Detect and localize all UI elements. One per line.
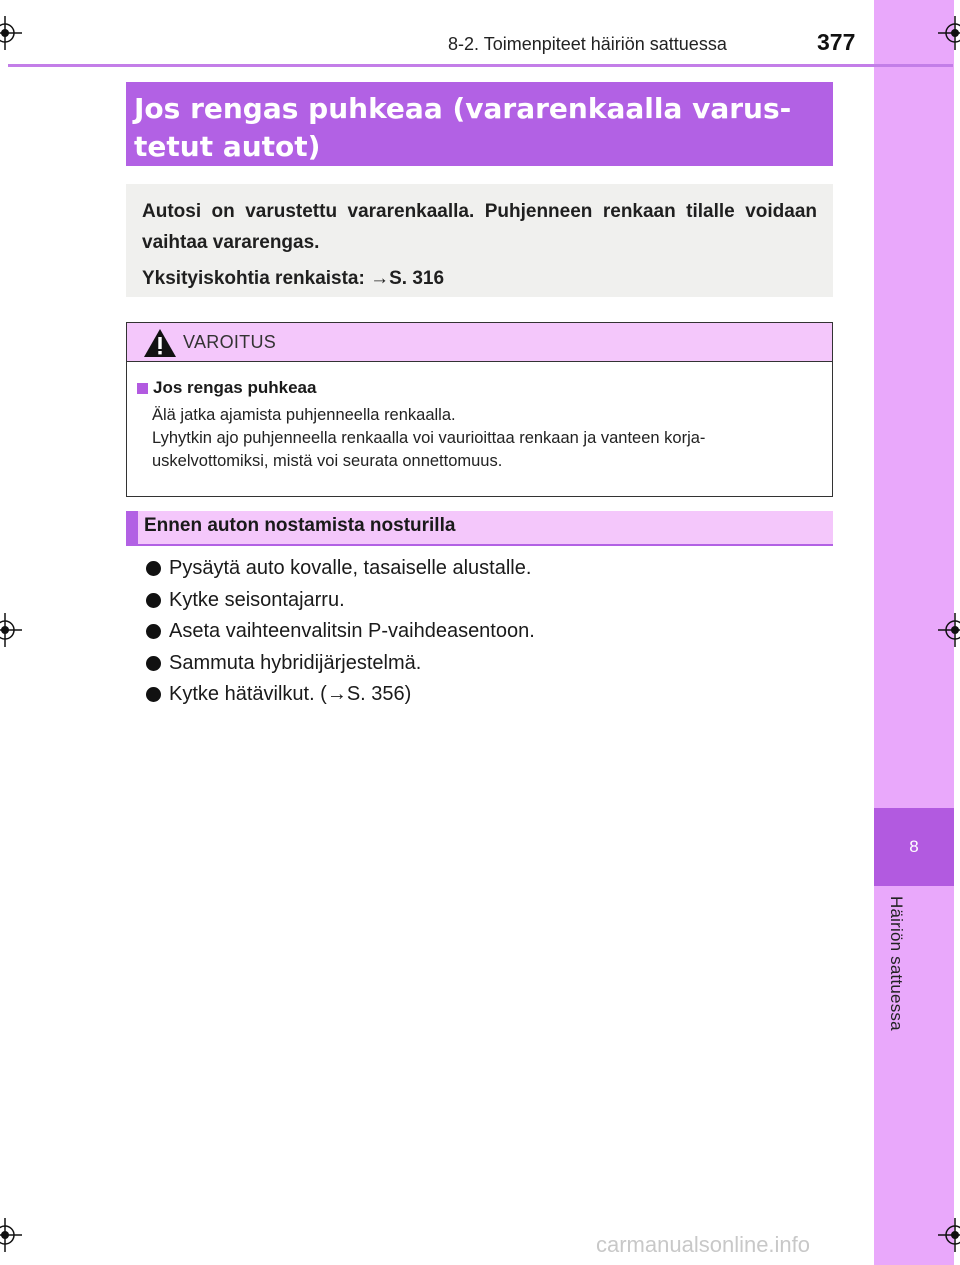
page-title (126, 82, 833, 166)
list-item: Kytke seisontajarru. (146, 588, 535, 620)
list-item: Aseta vaihteenvalitsin P-vaihdeasentoon. (146, 619, 535, 651)
warning-subtitle (137, 378, 818, 398)
page-title-line-1: Jos rengas puhkeaa (vararenkaalla varus- (134, 92, 792, 125)
page-number: 377 (817, 29, 856, 55)
warning-line-1: Älä jatka ajamista puhjenneella renkaalla. (152, 406, 456, 424)
list-item: Pysäytä auto kovalle, tasaiselle alustalle. (146, 556, 535, 588)
bullet-list (146, 556, 535, 714)
bullet-dot-icon (146, 687, 161, 702)
chapter-label: Häiriön sattuessa (887, 896, 906, 1031)
warning-title: VAROITUS (183, 332, 277, 352)
list-item: Kytke hätävilkut. (→S. 356) (146, 682, 535, 714)
warning-subtitle-text: Jos rengas puhkeaa (153, 378, 317, 397)
crop-mark-icon (0, 1218, 22, 1252)
square-bullet-icon (137, 383, 148, 394)
warning-box (126, 322, 833, 497)
bullet-dot-icon (146, 593, 161, 608)
crop-mark-icon (938, 1218, 960, 1252)
warning-triangle-icon (143, 328, 177, 358)
running-header: 8-2. Toimenpiteet häiriön sattuessa (448, 34, 727, 54)
intro-text: Autosi on varustettu vararenkaalla. Puhjenneen renkaan tilalle voidaan vaihtaa vararengas. (142, 201, 817, 253)
intro-box (126, 184, 833, 297)
warning-header (127, 323, 832, 362)
watermark: carmanualsonline.info (596, 1232, 811, 1257)
header-rule (8, 64, 953, 67)
bullet-dot-icon (146, 624, 161, 639)
section-heading: Ennen auton nostamista nosturilla (126, 511, 833, 546)
crop-mark-icon (0, 16, 22, 50)
crop-mark-icon (938, 613, 960, 647)
warning-line-2: Lyhytkin ajo puhjenneella renkaalla voi vaurioittaa renkaan ja vanteen korja-uskelvottomiksi, mistä voi seurata onnettomuus. (152, 429, 706, 470)
crop-mark-icon (0, 613, 22, 647)
warning-text (152, 404, 818, 473)
list-item: Sammuta hybridijärjestelmä. (146, 651, 535, 683)
bullet-dot-icon (146, 656, 161, 671)
warning-body (127, 362, 832, 473)
intro-reference: Yksityiskohtia renkaista: →S. 316 (142, 268, 445, 289)
crop-mark-icon (938, 16, 960, 50)
bullet-dot-icon (146, 561, 161, 576)
chapter-number: 8 (874, 808, 954, 886)
page-title-line-2: tetut autot) (134, 130, 321, 163)
